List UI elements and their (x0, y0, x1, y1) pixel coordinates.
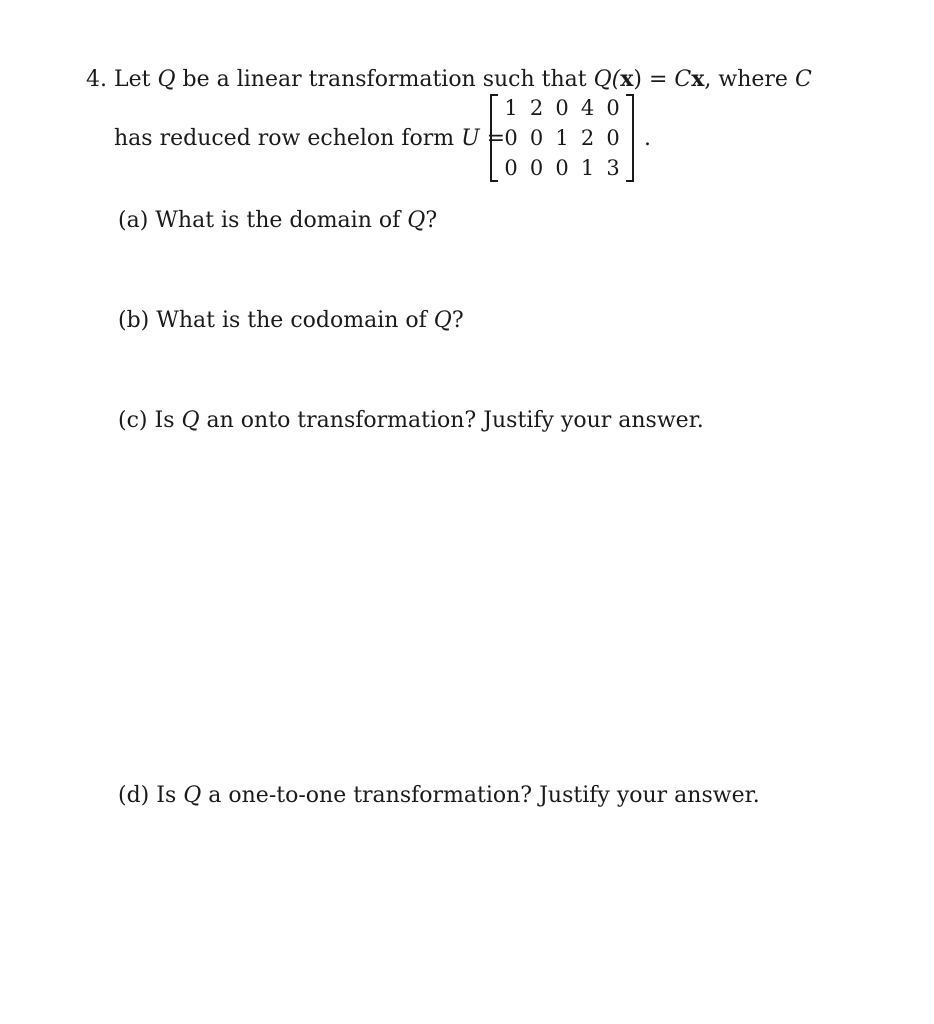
part-a-var: Q (407, 208, 426, 233)
matrix-u (490, 94, 634, 184)
intro-text: be a linear transformation such that (182, 67, 587, 92)
part-a-end: ? (425, 208, 438, 233)
matrix-cell: 0 (529, 126, 544, 150)
part-b (118, 310, 464, 332)
matrix-cell: 0 (555, 96, 569, 120)
part-c-text-before: Is (154, 408, 175, 433)
part-b-label: (b) (118, 308, 150, 333)
rref-line (114, 128, 505, 150)
part-c-text-after: an onto transformation? Justify your answer. (206, 408, 704, 433)
part-d-var: Q (183, 783, 202, 808)
part-b-end: ? (451, 308, 464, 333)
part-a-text: What is the domain of (155, 208, 401, 233)
rref-text: has reduced row echelon form (114, 126, 455, 151)
matrix-cell: 1 (504, 96, 518, 120)
matrix-period: . (644, 126, 651, 151)
part-d-text-before: Is (156, 783, 177, 808)
matrix-cell: 0 (504, 126, 518, 150)
matrix-cell: 0 (606, 126, 620, 150)
eq-lhs: Q( (593, 67, 621, 92)
problem-number: 4. (86, 67, 107, 92)
part-d-label: (d) (118, 783, 150, 808)
matrix-row (502, 158, 622, 179)
bold-x-2: x (691, 66, 705, 92)
intro-let: Let (114, 67, 151, 92)
part-d-text-after: a one-to-one transformation? Justify your answer. (208, 783, 760, 808)
matrix-row (502, 98, 622, 119)
var-u: U (461, 126, 480, 151)
problem-intro-line (86, 68, 812, 91)
part-c-label: (c) (118, 408, 148, 433)
matrix-cell: 4 (580, 96, 595, 120)
matrix-cell: 0 (555, 156, 569, 180)
matrix-cell: 0 (606, 96, 620, 120)
bold-x: x (620, 66, 634, 92)
matrix-left-bracket (490, 94, 498, 182)
matrix-cell: 2 (580, 126, 595, 150)
var-q: Q (157, 67, 176, 92)
var-c: C (794, 67, 812, 92)
intro-where: , where (704, 67, 788, 92)
matrix-cell: 2 (529, 96, 544, 120)
matrix-right-bracket (626, 94, 634, 182)
part-c (118, 410, 704, 432)
part-c-var: Q (181, 408, 200, 433)
matrix-cell: 0 (504, 156, 518, 180)
part-a (118, 210, 437, 232)
matrix-row (502, 128, 622, 149)
eq-close: ) (633, 67, 642, 92)
part-b-var: Q (433, 308, 452, 333)
part-d (118, 785, 760, 807)
matrix-cell: 1 (580, 156, 595, 180)
rref-equals: = (486, 126, 506, 151)
eq-equals: = (648, 67, 668, 92)
eq-c: C (674, 67, 692, 92)
matrix-cell: 0 (529, 156, 544, 180)
part-b-text: What is the codomain of (156, 308, 427, 333)
part-a-label: (a) (118, 208, 149, 233)
matrix-cell: 1 (555, 126, 569, 150)
matrix-cell: 3 (606, 156, 620, 180)
